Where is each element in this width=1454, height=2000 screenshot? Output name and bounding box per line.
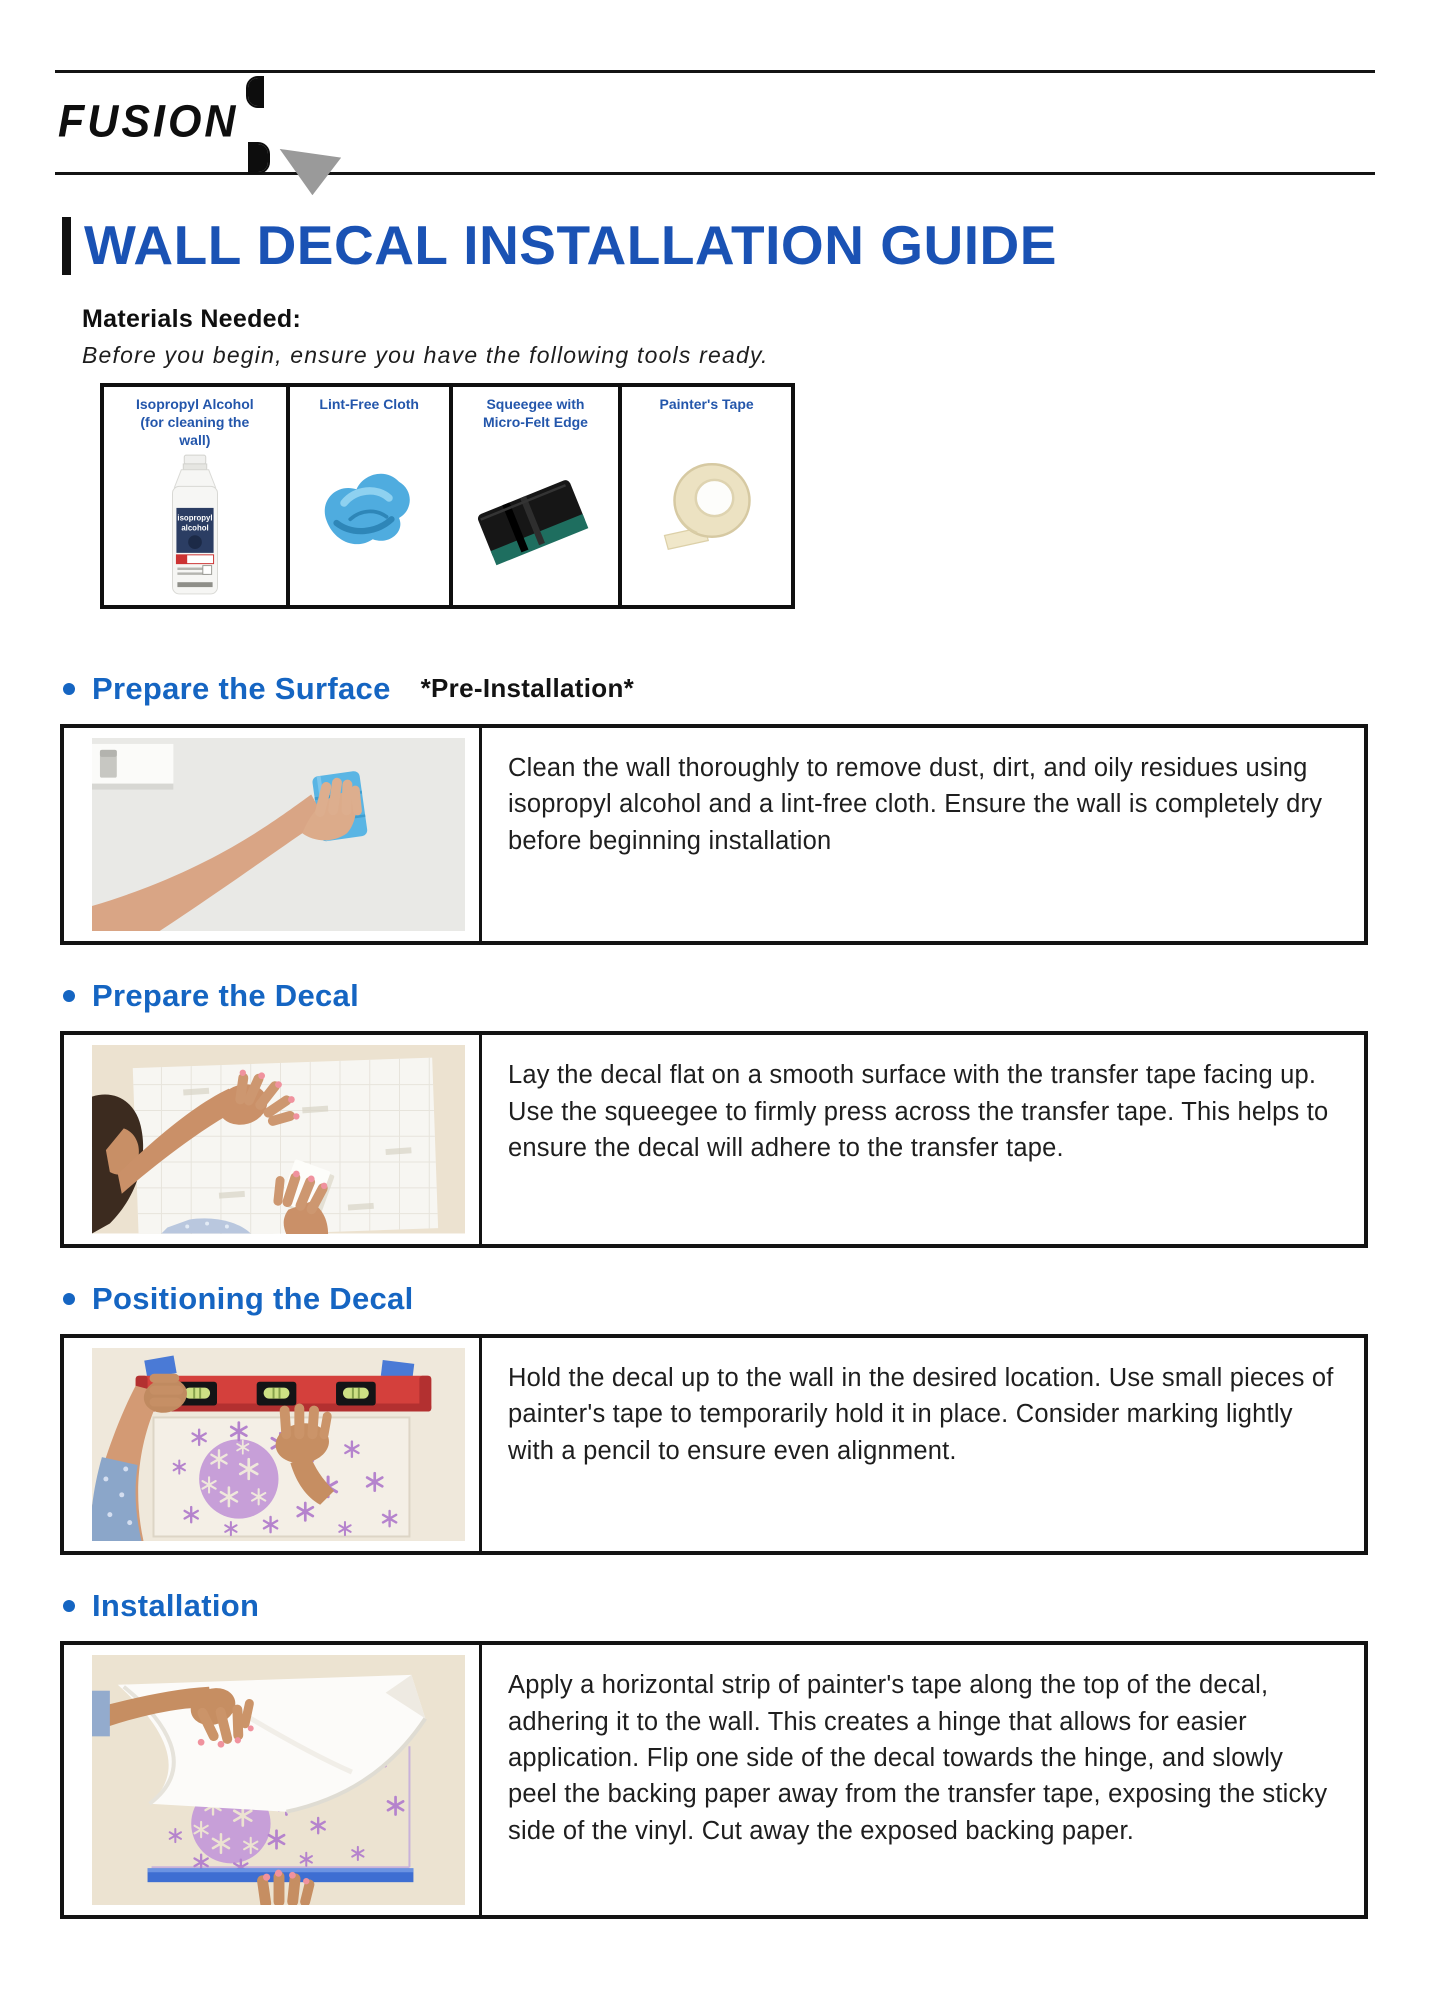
- material-label: Squeegee with Micro-Felt Edge: [482, 395, 588, 430]
- materials-cell-squeegee: [451, 385, 621, 607]
- material-label: Isopropyl Alcohol (for cleaning the wall): [135, 395, 254, 449]
- section-description: Lay the decal flat on a smooth surface with the transfer tape facing up. Use the squeegee to firmly press across the transfer tape. This helps to ensure the decal will adhere to the transfer tape.: [508, 1061, 1329, 1163]
- bullet-icon: [63, 683, 75, 695]
- info-box: [60, 1641, 1368, 1919]
- logo-text-fusion: FUSION: [58, 96, 239, 148]
- section-heading: Installation: [92, 1588, 260, 1624]
- materials-cell-tape: [620, 385, 793, 607]
- decal-leveling-photo: [64, 1338, 482, 1551]
- materials-table: [100, 383, 795, 609]
- section-installation: [60, 1588, 1368, 1919]
- materials-cell-isopropyl: [102, 385, 288, 607]
- svg-text:isopropyl: isopropyl: [177, 513, 213, 523]
- bullet-icon: [63, 1293, 75, 1305]
- backing-paper-peel-photo: [64, 1645, 482, 1915]
- decal-pressing-photo: [64, 1035, 482, 1243]
- section-description: Apply a horizontal strip of painter's tape along the top of the decal, adhering it to the wall. This creates a hinge that allows for easier application. Flip one side of the decal towards the hinge, and slowly peel the backing paper away from the transfer tape, exposing the sticky side of the vinyl. Cut away the exposed backing paper.: [508, 1671, 1328, 1845]
- info-box: [60, 724, 1368, 945]
- svg-text:alcohol: alcohol: [181, 523, 209, 533]
- isopropyl-alcohol-bottle-image: [108, 449, 282, 599]
- bullet-icon: [63, 990, 75, 1002]
- section-heading: Positioning the Decal: [92, 1280, 414, 1316]
- info-box: [60, 1334, 1368, 1555]
- logo-bottom-divider: [55, 172, 1375, 175]
- bullet-icon: [63, 1600, 75, 1612]
- materials-subheading: Before you begin, ensure you have the following tools ready.: [82, 341, 769, 368]
- section-description: Clean the wall thoroughly to remove dust, dirt, and oily residues using isopropyl alcohol and a lint-free cloth. Ensure the wall is completely dry before beginning installation: [508, 753, 1323, 855]
- section-heading: Prepare the Decal: [92, 978, 360, 1014]
- material-label: Lint-Free Cloth: [319, 395, 419, 412]
- page-title: WALL DECAL INSTALLATION GUIDE: [84, 214, 1057, 276]
- section-prepare-the-decal: [60, 978, 1368, 1247]
- title-row: [62, 214, 1454, 276]
- painters-tape-image: [626, 413, 787, 563]
- info-box: [60, 1031, 1368, 1247]
- squeegee-image: [457, 431, 615, 581]
- section-positioning-the-decal: [60, 1281, 1368, 1555]
- fusion-decals-logo: [58, 81, 445, 165]
- materials-cell-cloth: [288, 385, 451, 607]
- title-accent-bar: [62, 217, 71, 275]
- section-heading: Prepare the Surface: [92, 670, 391, 706]
- wall-cleaning-photo: [64, 728, 482, 941]
- pre-installation-note: *Pre-Installation*: [420, 673, 635, 704]
- lint-free-cloth-image: [294, 413, 445, 563]
- material-label: Painter's Tape: [659, 395, 754, 412]
- logo-box: [248, 81, 445, 165]
- section-prepare-the-surface: [60, 671, 1368, 945]
- materials-heading: Materials Needed:: [82, 304, 302, 333]
- logo-text-decals: DECALS: [248, 98, 446, 146]
- section-description: Hold the decal up to the wall in the desired location. Use small pieces of painter's tape to temporarily hold it in place. Consider marking lightly with a pencil to ensure even alignment.: [508, 1363, 1334, 1465]
- logo-row: [0, 73, 1454, 172]
